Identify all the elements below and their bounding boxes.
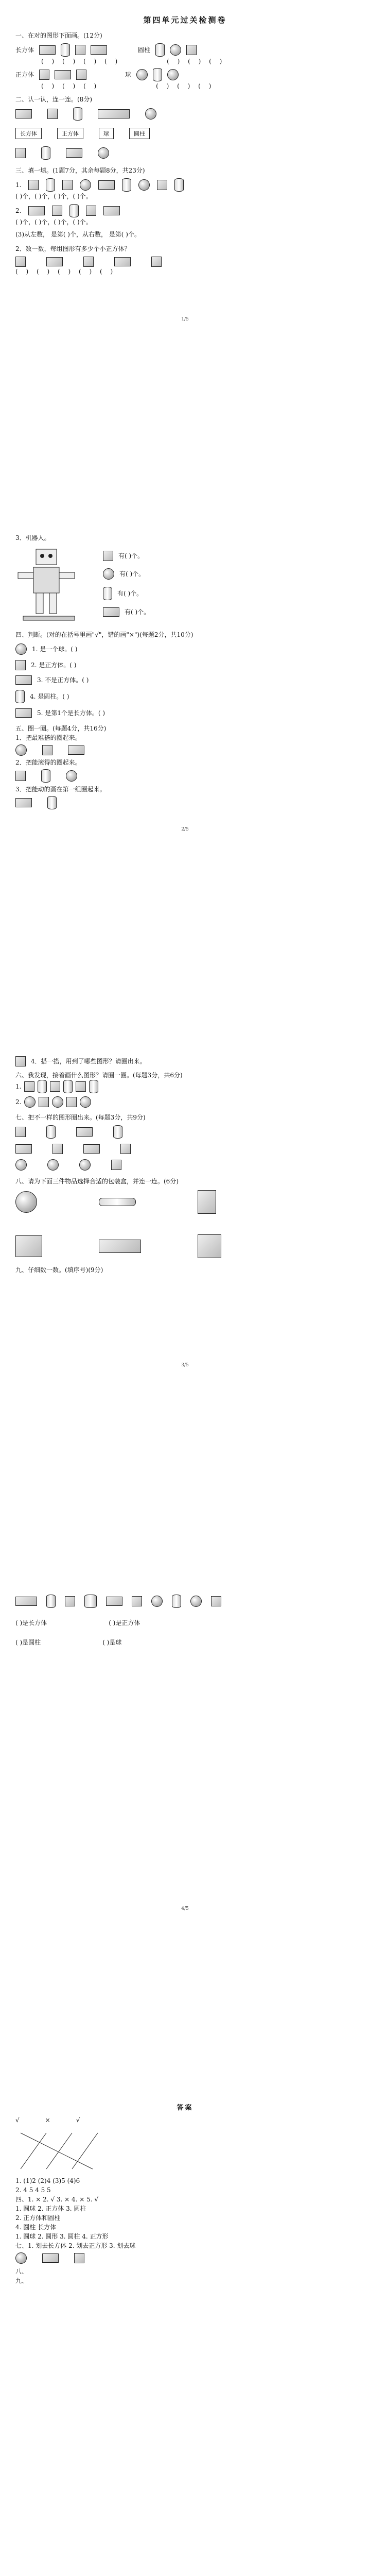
q7-heading: 七、把不一样的图形圈出来。(每题3分，共9分) [15,1114,146,1121]
cuboid-icon [83,1144,100,1154]
cube-icon [76,1081,86,1092]
answer-3-2: 2. 4 5 4 5 5 [15,2187,51,2194]
shape-6 [132,1596,142,1606]
judge-3: 3. 不是正方体。( ) [37,676,89,684]
q1-heading: 一、在对的图形下面画。(12分) [15,32,102,39]
q1-row-label-2: 圆柱 [138,46,151,54]
shape-4 [84,1595,97,1608]
q1-row-label-1: 长方体 [15,46,34,54]
shape-2 [46,1595,56,1608]
q5-heading: 五、圈一圈。(每题4分，共16分) [15,725,107,732]
cube-icon [62,180,73,190]
cuboid-icon [68,745,84,755]
shape-5 [106,1597,122,1606]
cylinder-icon [41,769,50,783]
cylinder-icon [155,43,165,57]
q6-2-num: 2. [15,1098,22,1106]
answer-mark-1: √ [15,2116,20,2124]
ball-icon [80,1096,91,1108]
cube-icon [15,660,26,670]
cuboid-icon [15,798,32,807]
q3-2-answers: ( )个，( )个，( )个，( )个。 [15,218,92,226]
cuboid-icon [98,180,115,190]
q2-label-sphere: 球 [99,128,114,139]
q3-2-num: 2. [15,207,22,214]
ball-icon [136,69,148,80]
cube-icon [52,206,62,216]
cube-icon [39,1097,49,1107]
cuboid-icon [103,607,119,617]
cuboid-icon [15,109,32,118]
page-number: 2/5 [181,827,189,832]
answers-heading: 答案 [177,2104,193,2112]
answer-3-1: 1. (1)2 (2)4 (3)5 (4)6 [15,2177,80,2184]
page-title: 第四单元过关检测卷 [143,15,227,25]
cube-icon [28,180,39,190]
q2-label-cube: 正方体 [57,128,83,139]
ball-icon [170,44,181,56]
cube-icon [15,1127,26,1137]
q4-answers: ( ) ( ) ( ) ( ) ( ) [15,268,116,275]
cube-icon [15,148,26,158]
robot-count-1: 有( )个。 [118,552,144,560]
answer-mark-2: × [45,2116,50,2124]
ball-icon [24,1096,36,1108]
judge-4: 4. 是圆柱。( ) [30,693,69,700]
cube-icon [52,1144,63,1154]
cylinder-icon [15,690,25,703]
cuboid-icon [28,206,45,215]
ball-icon [79,1159,91,1171]
q9-heading: 九、仔细数一数。(填序号)(9分) [15,1266,103,1274]
cube-icon [50,1081,60,1092]
cylinder-icon [63,1080,73,1093]
cube-icon [39,70,49,80]
cuboid-icon [39,45,56,55]
cylinder-icon [113,1125,122,1139]
shape-9 [190,1596,202,1607]
box-icon [98,109,130,118]
ball-icon [103,568,114,580]
answer-8: 八、 [15,2268,28,2275]
ball-icon [66,770,77,782]
long-box-icon [42,2253,59,2263]
cylinder-icon [47,796,57,809]
judge-1: 1. 是一个球。( ) [32,646,78,653]
globe-icon [15,2252,27,2264]
robot-count-4: 有( )个。 [125,608,150,616]
robot-count-2: 有( )个。 [119,570,145,578]
cylinder-icon [38,1080,47,1093]
shape-8 [172,1595,181,1608]
cube-icon [75,45,85,55]
answer-7: 七、1. 划去长方体 2. 划去正方形 3. 划去球 [15,2242,136,2249]
robot-count-3: 有( )个。 [117,590,143,597]
matching-lines-diagram [15,2128,118,2174]
cuboid-icon [91,45,107,55]
answer-5-2: 2. 正方体和圆柱 [15,2214,61,2222]
judge-2: 2. 是正方体。( ) [31,662,77,669]
cuboid-icon [15,675,32,685]
q3-heading: 三、填一填。(1题7分，其余每题8分，共23分) [15,167,145,174]
cube-icon [111,1160,121,1170]
globe-icon [15,1191,37,1213]
shape-7 [151,1596,163,1607]
cube-icon [157,180,167,190]
q3-1-num: 1. [15,181,22,189]
page-number: 1/5 [181,317,189,322]
q5-1: 1．把最难搭的圈起来。 [15,734,81,741]
cuboid-icon [15,1144,32,1154]
cylinder-icon [73,107,82,121]
clock-icon [198,1190,216,1214]
q1-row-label-4: 球 [125,71,132,78]
cylinder-icon [46,1125,56,1139]
ball-icon [15,643,27,655]
q2-heading: 二、认一认，连一连。(8分) [15,96,92,103]
q8-heading: 八、请为下面三件物品选择合适的包装盒，并连一连。(6分) [15,1178,179,1185]
cube-icon [120,1144,131,1154]
cylinder-icon [103,587,112,600]
answer-4: 四、1. × 2. √ 3. × 4. × 5. √ [15,2196,99,2203]
cube-stack-icon [46,257,63,266]
ball-icon [15,744,27,756]
q2-label-cuboid: 长方体 [15,128,42,139]
cuboid-icon [76,1127,93,1137]
q5-3: 3．把能动的画在第一组圈起来。 [15,786,106,793]
basketball-icon [145,108,156,120]
robot-heading: 3．机器人。 [15,534,50,541]
ball-icon [138,179,150,191]
q3-3-text: (3)从左数， 是第( )个，从右数， 是第( )个。 [15,231,140,238]
ball-icon [98,147,109,159]
robot-illustration [15,547,82,624]
ball-icon [15,1159,27,1171]
cube-stack-icon [15,257,26,267]
cuboid-icon [103,206,120,215]
answer-line-1: ( )是长方体 [15,1619,47,1626]
clock-icon [74,2253,84,2263]
q1-row-label-3: 正方体 [15,71,34,78]
cube-icon [47,109,58,119]
answer-9: 九、 [15,2277,28,2284]
cuboid-icon [66,148,82,158]
answer-line-3: ( )是圆柱 [15,1639,41,1646]
cube-icon [86,206,96,216]
cylinder-icon [69,204,79,217]
shape-3 [65,1596,75,1606]
q4-judge-heading: 四、判断。(对的在括号里画"√"，错的画"×")(每题2分，共10分) [15,631,193,638]
cylinder-icon [122,178,131,192]
ball-icon [167,69,179,80]
cylinder-icon [153,68,162,81]
answer-mark-3: √ [76,2116,80,2124]
q6-heading: 六、我发现，接着画什么图形？请圈一圈。(每题3分，共6分) [15,1072,183,1079]
cube-icon [103,551,113,561]
cube-icon [15,771,26,781]
cylinder-icon [89,1080,98,1093]
cuboid-icon [15,708,32,718]
q6-1-num: 1. [15,1083,22,1090]
page-number: 3/5 [181,1363,189,1368]
shape-10 [211,1596,221,1606]
answer-5-1: 1. 圆球 2. 正方体 3. 圆柱 [15,2205,86,2212]
cube-icon [42,745,52,755]
cube-icon [24,1081,34,1092]
cylinder-icon [46,178,55,192]
answer-7-1: 1. 圆球 2. 圆形 3. 圆柱 4. 正方形 [15,2233,109,2240]
q3-1-answers: ( )个，( )个，( )个，( )个。 [15,193,92,200]
ball-icon [47,1159,59,1171]
cube-icon [76,70,86,80]
ball-icon [80,179,91,191]
can-icon [41,146,50,160]
gift-box-icon [15,1235,42,1257]
gift-box-icon [198,1234,221,1258]
cube-stack-icon [15,1056,26,1066]
answer-6: 4. 圆柱 长方体 [15,2224,57,2231]
q5-2: 2．把能滚得的圈起来。 [15,759,81,766]
cube-icon [66,1097,77,1107]
cube-stack-icon [151,257,162,267]
long-box-icon [99,1240,141,1253]
q2-label-cylinder: 圆柱 [129,128,150,139]
shape-1 [15,1597,37,1606]
p3-q4-heading: 4．搭一搭，用到了哪些图形？请圈出来。 [31,1058,146,1065]
answer-line-2: ( )是正方体 [109,1619,140,1626]
answer-line-4: ( )是球 [102,1639,122,1646]
cube-stack-icon [114,257,131,266]
judge-5: 5. 是第1个是长方体。( ) [37,709,105,717]
cube-stack-icon [83,257,94,267]
cube-icon [186,45,197,55]
ball-icon [52,1096,63,1108]
cylinder-icon [61,43,70,57]
page-number: 4/5 [181,1906,189,1911]
pen-icon [99,1198,136,1206]
cylinder-icon [174,178,184,192]
cuboid-icon [55,70,71,79]
q4-heading: 2．数一数，每组图形有多少个小正方体？ [15,245,131,252]
